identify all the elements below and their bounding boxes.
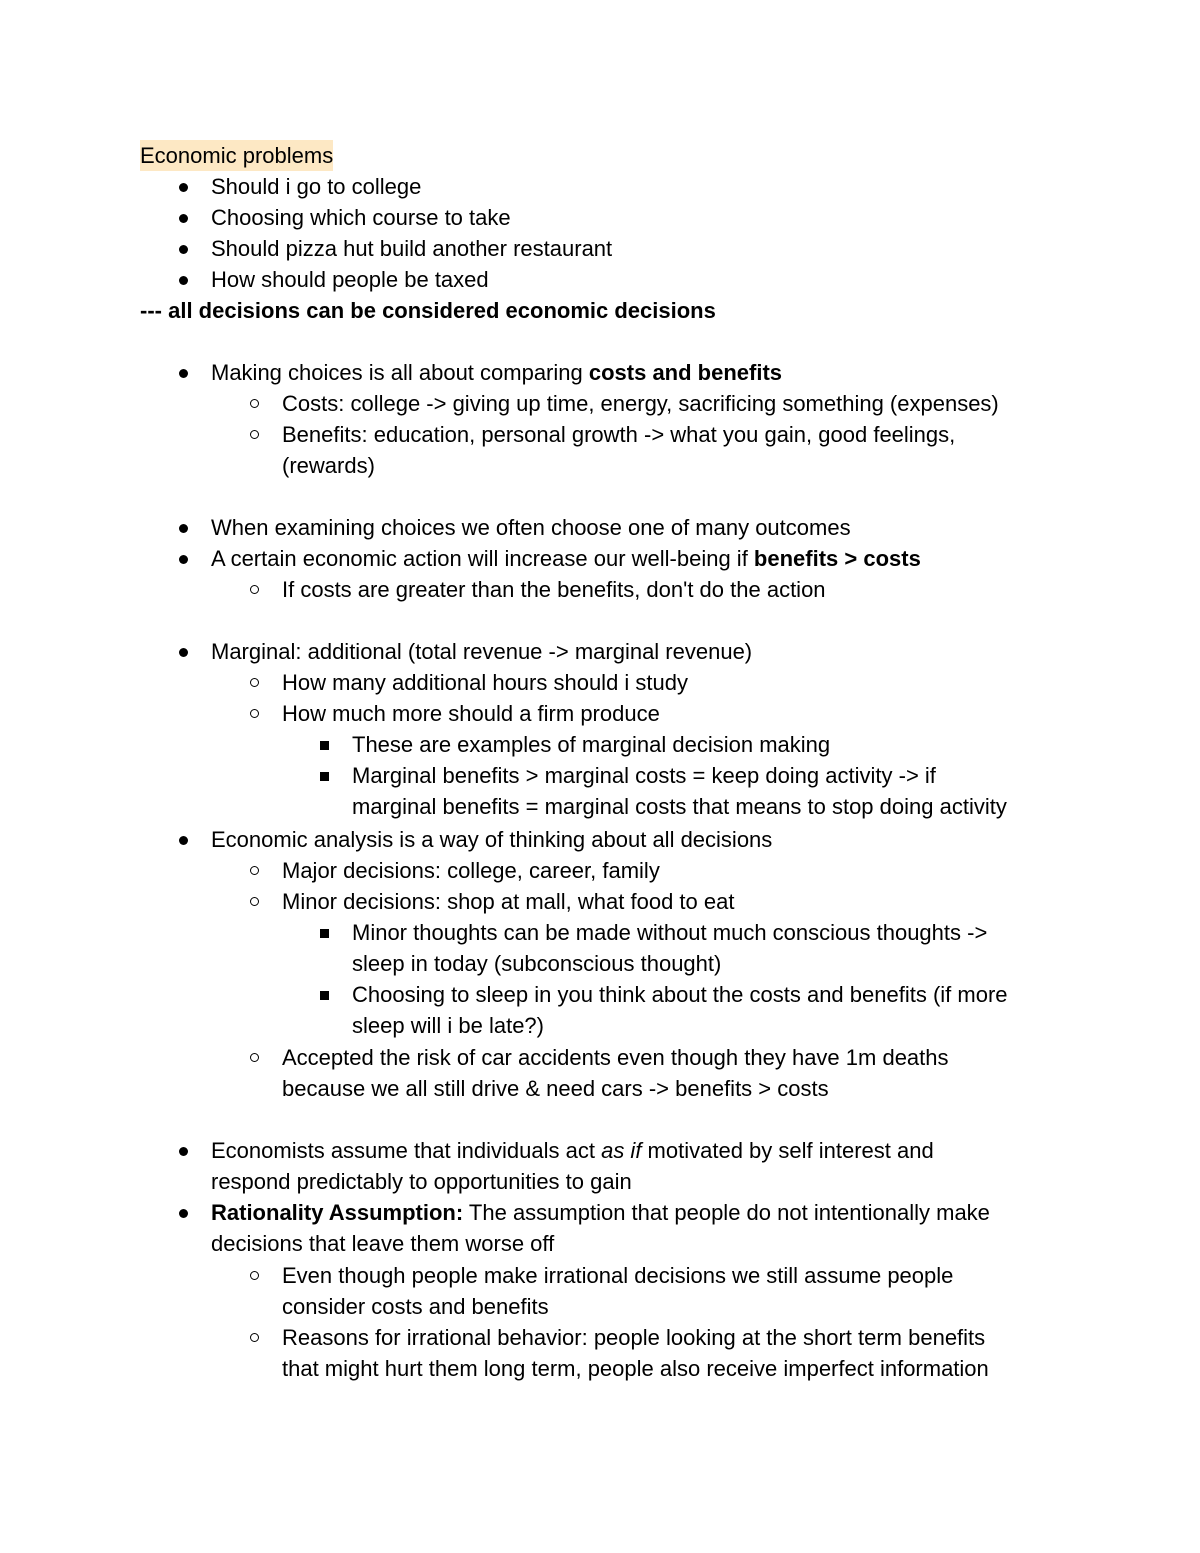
list-item-text: because we all still drive & need cars -> benefits > costs [282,1076,829,1101]
list-item-text: How many additional hours should i study [282,670,689,695]
bullet-disc-icon [174,636,194,667]
list-item-text: Minor thoughts can be made without much conscious thoughts -> [352,920,988,945]
list-item-text: decisions that leave them worse off [211,1231,555,1256]
list-item-text: that might hurt them long term, people also receive imperfect information [282,1356,989,1381]
list-item-text: A certain economic action will increase our well-being if benefits > costs [211,546,921,571]
bullet-square-icon [315,917,335,948]
bullet-disc-icon [174,1135,194,1166]
list-item-text: Marginal: additional (total revenue -> marginal revenue) [211,639,753,664]
list-item-text: Major decisions: college, career, family [282,858,660,883]
bullet-circle-icon [246,574,266,605]
list-item-text: These are examples of marginal decision making [352,732,831,757]
bullet-circle-icon [246,1260,266,1291]
list-item-text: Should i go to college [211,174,422,199]
list-item-text: sleep in today (subconscious thought) [352,951,722,976]
list-item-text: If costs are greater than the benefits, don't do the action [282,577,826,602]
list-item-text: Choosing which course to take [211,205,511,230]
list-item-text: Rationality Assumption: The assumption that people do not intentionally make [211,1200,990,1225]
bullet-disc-icon [174,543,194,574]
list-item-text: Benefits: education, personal growth -> what you gain, good feelings, [282,422,956,447]
list-item-text: Making choices is all about comparing costs and benefits [211,360,783,385]
list-item-text: Accepted the risk of car accidents even though they have 1m deaths [282,1045,949,1070]
bullet-disc-icon [174,171,194,202]
bullet-circle-icon [246,698,266,729]
list-item-text: Marginal benefits > marginal costs = keep doing activity -> if [352,763,936,788]
bullet-disc-icon [174,202,194,233]
bullet-circle-icon [246,419,266,450]
bullet-disc-icon [174,824,194,855]
list-item-text: marginal benefits = marginal costs that means to stop doing activity [352,794,1007,819]
bullet-circle-icon [246,886,266,917]
bullet-circle-icon [246,1322,266,1353]
list-item-text: sleep will i be late?) [352,1013,544,1038]
list-item-text: (rewards) [282,453,375,478]
page-title: Economic problems [140,140,333,171]
bullet-disc-icon [174,357,194,388]
list-item-text: Should pizza hut build another restaurant [211,236,613,261]
bullet-circle-icon [246,667,266,698]
bullet-circle-icon [246,388,266,419]
list-item-text: How much more should a firm produce [282,701,660,726]
list-item-text: respond predictably to opportunities to gain [211,1169,632,1194]
list-item-text: Minor decisions: shop at mall, what food to eat [282,889,735,914]
bullet-disc-icon [174,264,194,295]
bullet-square-icon [315,979,335,1010]
bullet-circle-icon [246,855,266,886]
bullet-square-icon [315,760,335,791]
summary-text: --- all decisions can be considered economic decisions [140,298,716,323]
list-item-text: Reasons for irrational behavior: people looking at the short term benefits [282,1325,986,1350]
list-item-text: Economists assume that individuals act as if motivated by self interest and [211,1138,934,1163]
bullet-disc-icon [174,512,194,543]
list-item-text: Even though people make irrational decisions we still assume people [282,1263,954,1288]
bullet-disc-icon [174,1197,194,1228]
list-item-text: How should people be taxed [211,267,489,292]
list-item-text: Costs: college -> giving up time, energy, sacrificing something (expenses) [282,391,999,416]
list-item-text: Choosing to sleep in you think about the costs and benefits (if more [352,982,1008,1007]
bullet-circle-icon [246,1042,266,1073]
list-item-text: consider costs and benefits [282,1294,549,1319]
list-item-text: When examining choices we often choose one of many outcomes [211,515,851,540]
bullet-square-icon [315,729,335,760]
bullet-disc-icon [174,233,194,264]
list-item-text: Economic analysis is a way of thinking about all decisions [211,827,773,852]
